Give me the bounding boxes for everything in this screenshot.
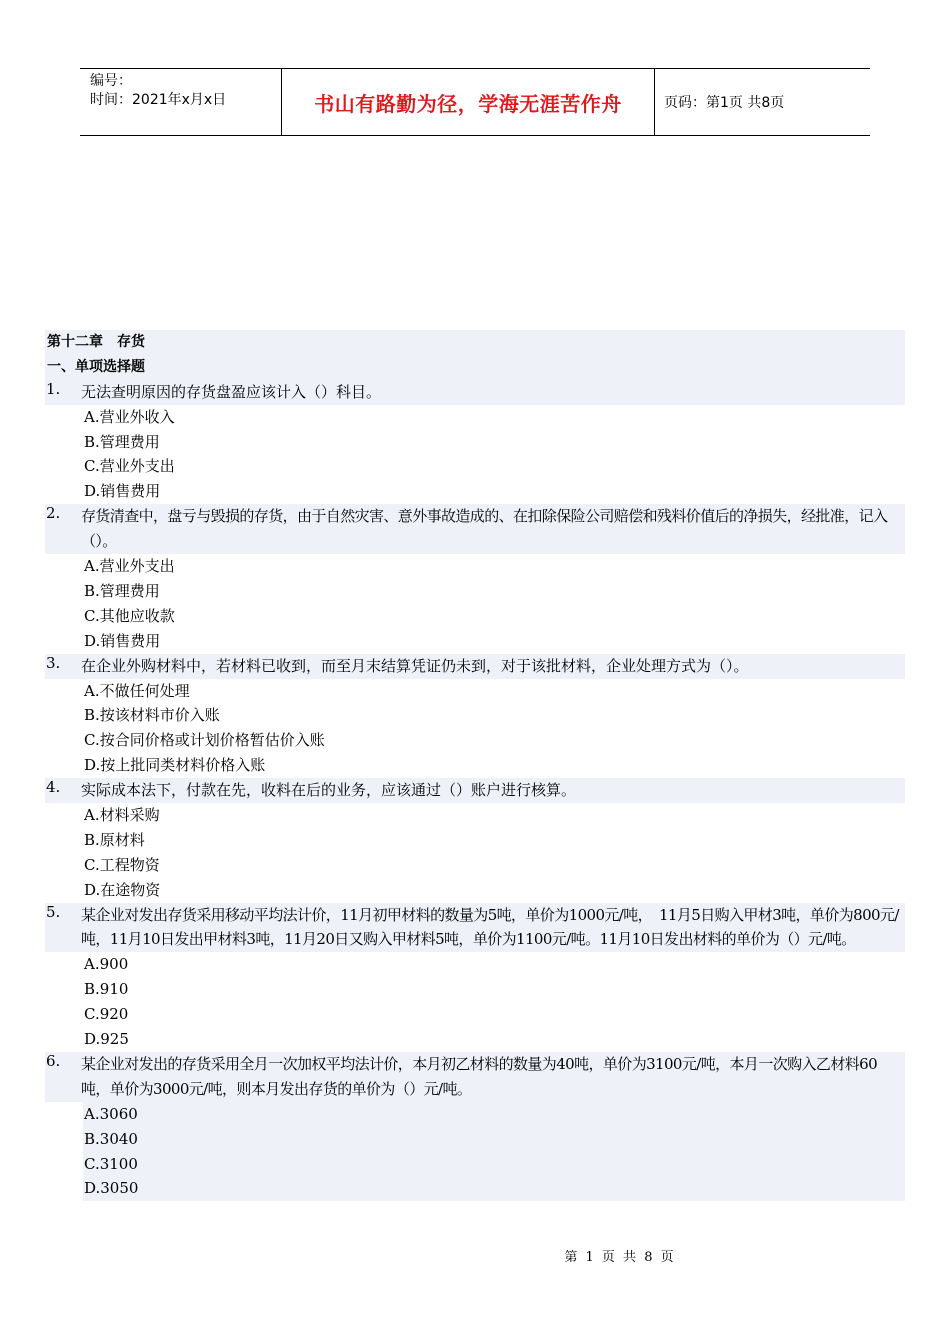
option-b: B.3040: [83, 1127, 905, 1152]
header-page-info: 页码：第1页 共8页: [664, 95, 785, 111]
option-c: C.按合同价格或计划价格暂估价入账: [84, 731, 325, 750]
option-d: D.3050: [83, 1176, 905, 1201]
option-b: B.管理费用: [84, 432, 160, 451]
option-a: A.900: [84, 955, 129, 974]
option-a: A.不做任何处理: [84, 681, 190, 700]
page-footer: 第 1 页 共 8 页: [564, 1250, 676, 1265]
question-text: 无法查明原因的存货盘盈应该计入（）科目。: [81, 382, 382, 401]
question-text: 实际成本法下，付款在先，收料在后的业务，应该通过（）账户进行核算。: [81, 781, 577, 800]
option-d: D.在途物资: [84, 880, 161, 899]
document-body: [45, 330, 905, 1201]
option-a: A.3060: [83, 1102, 905, 1127]
question-3: [45, 654, 905, 679]
question-number: 4.: [46, 778, 61, 797]
question-text: 存货清查中，盘亏与毁损的存货，由于自然灾害、意外事故造成的、在扣除保险公司赔偿和残料价值后的净损失，经批准，记入（）。: [81, 507, 888, 551]
question-number: 1.: [46, 379, 61, 398]
option-c: C.工程物资: [84, 855, 160, 874]
question-number: 2.: [46, 504, 61, 523]
option-a: A.营业外支出: [84, 557, 175, 576]
option-c: C.营业外支出: [84, 457, 175, 476]
question-number: 6.: [46, 1051, 61, 1070]
option-c: C.3100: [83, 1152, 905, 1177]
option-c: C.其他应收款: [84, 606, 175, 625]
question-number: 5.: [46, 902, 61, 921]
question-text: 某企业对发出存货采用移动平均法计价，11月初甲材料的数量为5吨，单价为1000元/吨， 11月5日购入甲材3吨，单价为800元/吨，11月10日发出甲材料3吨，11月20日又购入甲材料5吨，单价为1100元/吨。11月10日发出材料的单价为（）元/吨。: [81, 905, 899, 949]
question-2: [45, 504, 905, 554]
question-4: [45, 778, 905, 803]
option-b: B.按该材料市价入账: [84, 706, 220, 725]
question-number: 3.: [46, 653, 61, 672]
chapter-title: 第十二章 存货: [45, 330, 905, 355]
question-6: [45, 1052, 905, 1102]
question-text: 某企业对发出的存货采用全月一次加权平均法计价，本月初乙材料的数量为40吨，单价为3100元/吨，本月一次购入乙材料60吨，单价为3000元/吨，则本月发出存货的单价为（）元/吨。: [81, 1054, 878, 1098]
option-b: B.910: [84, 980, 129, 999]
option-a: A.材料采购: [84, 806, 160, 824]
option-d: D.按上批同类材料价格入账: [84, 756, 266, 775]
serial-label: 编号：: [90, 73, 132, 89]
question-5: [45, 903, 905, 953]
option-d: D.销售费用: [84, 631, 161, 650]
option-b: B.原材料: [84, 830, 145, 849]
header-motto: 书山有路勤为径，学海无涯苦作舟: [282, 69, 655, 135]
option-d: D.925: [84, 1030, 129, 1049]
option-c: C.920: [84, 1005, 129, 1024]
date-label: 时间：2021年x月x日: [90, 92, 227, 108]
section-title: 一、单项选择题: [45, 355, 905, 380]
document-header: [80, 68, 870, 136]
option-d: D.销售费用: [84, 482, 161, 501]
header-meta-cell: [80, 69, 282, 135]
option-a: A.营业外收入: [84, 407, 175, 426]
question-text: 在企业外购材料中，若材料已收到，而至月末结算凭证仍未到，对于该批材料，企业处理方式为（）。: [81, 656, 749, 675]
option-b: B.管理费用: [84, 581, 160, 600]
question-1: [45, 380, 905, 405]
